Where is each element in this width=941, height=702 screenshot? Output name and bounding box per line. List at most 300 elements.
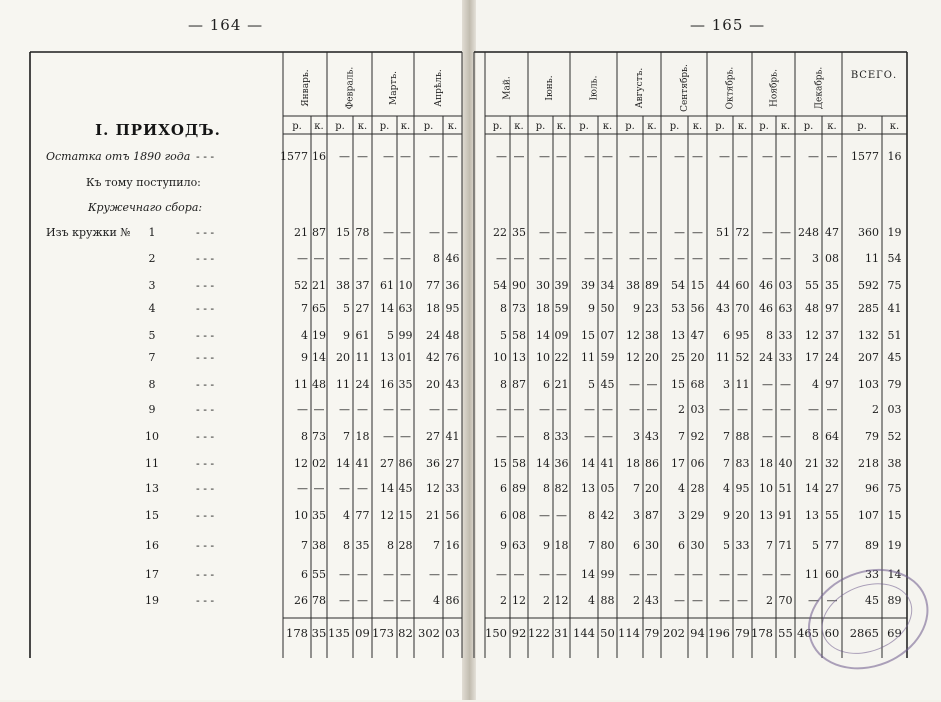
row-cell-rub: — xyxy=(674,252,685,265)
row-cell-rub: 2 xyxy=(678,403,685,416)
row-cell-rub: 9 xyxy=(301,351,308,364)
unit-kop: к. xyxy=(602,121,613,132)
row-cell-kop: 40 xyxy=(778,457,793,470)
remainder-cell-rub: — xyxy=(539,150,550,163)
total-cell-rub: 196 xyxy=(708,626,730,640)
box-number: 8 xyxy=(148,378,156,391)
row-cell-rub: 10 xyxy=(759,482,773,495)
row-cell-kop: — xyxy=(357,568,368,581)
row-cell-rub: 4 xyxy=(678,482,685,495)
row-cell-rub: 9 xyxy=(343,329,350,342)
remainder-cell-rub: — xyxy=(339,150,350,163)
row-cell-rub: — xyxy=(762,378,773,391)
row-dots: - - - xyxy=(196,539,215,552)
remainder-cell-kop: — xyxy=(513,150,525,163)
row-cell-kop: — xyxy=(313,403,325,416)
row-cell-kop: 14 xyxy=(312,351,326,364)
row-cell-kop: 43 xyxy=(645,594,659,607)
row-cell-rub: — xyxy=(719,252,730,265)
row-cell-rub: 6 xyxy=(500,482,507,495)
row-cell-kop: 35 xyxy=(312,509,326,522)
row-cell-rub: — xyxy=(808,594,819,607)
row-cell-rub: 8 xyxy=(543,482,550,495)
row-cell-kop: — xyxy=(780,226,791,239)
remainder-cell-rub: — xyxy=(584,150,595,163)
row-cell-kop: 20 xyxy=(735,509,750,522)
row-cell-rub: — xyxy=(539,226,550,239)
remainder-cell-kop: — xyxy=(357,150,368,163)
row-cell-kop: — xyxy=(400,226,411,239)
total-cell-kop: 35 xyxy=(311,626,327,640)
row-cell-kop: 33 xyxy=(778,351,793,364)
row-cell-rub: 61 xyxy=(380,279,394,292)
row-cell-rub: 12 xyxy=(426,482,440,495)
row-dots: - - - xyxy=(196,457,215,470)
row-cell-kop: 77 xyxy=(355,509,370,522)
row-cell-rub: 14 xyxy=(536,457,550,470)
row-cell-rub: 7 xyxy=(766,539,773,552)
row-cell-rub: 8 xyxy=(812,430,819,443)
row-cell-kop: 12 xyxy=(512,594,526,607)
row-cell-kop: 78 xyxy=(355,226,370,239)
row-cell-rub: 27 xyxy=(380,457,394,470)
row-cell-kop: 50 xyxy=(600,302,615,315)
arrived-label: Къ тому поступило: xyxy=(86,176,201,189)
row-cell-kop: 20 xyxy=(645,482,659,495)
row-cell-kop: 65 xyxy=(312,302,326,315)
row-cell-rub: 55 xyxy=(805,279,819,292)
row-cell-kop: 24 xyxy=(825,351,839,364)
row-cell-kop: — xyxy=(692,252,703,265)
month-header: Декабрь. xyxy=(814,66,825,110)
row-cell-kop: — xyxy=(556,403,567,416)
row-cell-kop: 12 xyxy=(554,594,569,607)
remainder-cell-rub: 1577 xyxy=(851,150,879,163)
row-cell-kop: 88 xyxy=(600,594,615,607)
unit-kop: к. xyxy=(737,121,748,132)
row-cell-rub: 7 xyxy=(433,539,440,552)
row-cell-rub: 8 xyxy=(500,302,507,315)
total-header: ВСЕГО. xyxy=(850,70,898,81)
row-cell-rub: — xyxy=(429,403,440,416)
row-cell-kop: — xyxy=(826,594,838,607)
remainder-cell-kop: — xyxy=(400,150,411,163)
row-cell-rub: 6 xyxy=(723,329,730,342)
row-cell-kop: — xyxy=(737,403,748,416)
row-cell-kop: 14 xyxy=(887,568,902,581)
row-cell-kop: 13 xyxy=(512,351,526,364)
row-cell-kop: 83 xyxy=(735,457,750,470)
row-cell-rub: — xyxy=(584,252,595,265)
row-cell-kop: 09 xyxy=(554,329,569,342)
row-cell-rub: — xyxy=(719,594,730,607)
row-cell-kop: 87 xyxy=(512,378,526,391)
row-cell-rub: — xyxy=(539,568,550,581)
total-cell-rub: 178 xyxy=(286,626,308,640)
row-cell-kop: 60 xyxy=(735,279,750,292)
page-number-right: — 165 — xyxy=(690,16,766,34)
row-cell-kop: — xyxy=(780,252,791,265)
row-cell-kop: 33 xyxy=(445,482,460,495)
remainder-cell-kop: — xyxy=(646,150,658,163)
row-cell-rub: 248 xyxy=(798,226,819,239)
row-cell-kop: 38 xyxy=(312,539,326,552)
row-cell-kop: 07 xyxy=(600,329,615,342)
row-cell-kop: 42 xyxy=(600,509,615,522)
row-cell-rub: 9 xyxy=(633,302,640,315)
unit-kop: к. xyxy=(827,121,837,132)
row-cell-rub: 11 xyxy=(336,378,350,391)
row-cell-kop: 36 xyxy=(554,457,569,470)
row-cell-rub: 39 xyxy=(581,279,595,292)
row-cell-rub: 26 xyxy=(294,594,308,607)
box-number: 5 xyxy=(148,329,156,342)
row-cell-rub: — xyxy=(719,403,730,416)
row-cell-rub: 8 xyxy=(588,509,595,522)
collection-label: Кружечнаго сбора: xyxy=(88,201,203,214)
row-cell-kop: 33 xyxy=(735,539,750,552)
row-cell-kop: 24 xyxy=(355,378,370,391)
row-cell-kop: 35 xyxy=(512,226,526,239)
page-number-left: — 164 — xyxy=(188,16,264,34)
row-cell-rub: 11 xyxy=(805,568,819,581)
row-cell-kop: 79 xyxy=(887,378,902,391)
row-cell-kop: 75 xyxy=(887,279,902,292)
row-cell-rub: — xyxy=(297,252,308,265)
row-cell-kop: 35 xyxy=(355,539,370,552)
row-cell-rub: 13 xyxy=(671,329,685,342)
remainder-cell-kop: — xyxy=(447,150,458,163)
row-cell-rub: 8 xyxy=(766,329,773,342)
row-cell-kop: 11 xyxy=(735,378,750,391)
row-cell-rub: 4 xyxy=(433,594,440,607)
row-cell-kop: 45 xyxy=(600,378,615,391)
row-cell-kop: 88 xyxy=(735,430,750,443)
row-cell-rub: 6 xyxy=(301,568,308,581)
row-cell-kop: — xyxy=(780,568,791,581)
row-cell-rub: 5 xyxy=(812,539,819,552)
row-cell-kop: 41 xyxy=(887,302,902,315)
row-cell-kop: 87 xyxy=(645,509,659,522)
row-cell-kop: 28 xyxy=(690,482,705,495)
row-cell-kop: 58 xyxy=(512,457,526,470)
row-cell-rub: — xyxy=(383,252,394,265)
row-cell-kop: 27 xyxy=(825,482,839,495)
total-cell-kop: 79 xyxy=(735,626,750,640)
row-cell-kop: 21 xyxy=(312,279,326,292)
unit-kop: к. xyxy=(780,121,791,132)
remainder-cell-rub: — xyxy=(383,150,394,163)
row-cell-kop: 03 xyxy=(778,279,793,292)
row-cell-rub: — xyxy=(297,482,308,495)
row-cell-kop: — xyxy=(447,226,458,239)
row-cell-rub: 13 xyxy=(380,351,394,364)
row-cell-kop: — xyxy=(826,403,838,416)
row-cell-rub: 33 xyxy=(865,568,879,581)
row-cell-kop: 95 xyxy=(735,329,750,342)
row-cell-rub: — xyxy=(762,252,773,265)
row-dots: - - - xyxy=(196,252,215,265)
box-number: 10 xyxy=(145,430,159,443)
row-cell-kop: — xyxy=(737,594,748,607)
row-cell-kop: 33 xyxy=(554,430,569,443)
row-cell-kop: — xyxy=(513,403,525,416)
remainder-cell-kop: — xyxy=(826,150,838,163)
row-cell-kop: 30 xyxy=(690,539,705,552)
row-cell-kop: 51 xyxy=(887,329,902,342)
row-cell-kop: 60 xyxy=(825,568,839,581)
total-cell-kop: 82 xyxy=(398,626,413,640)
row-cell-kop: 63 xyxy=(778,302,793,315)
row-cell-rub: — xyxy=(674,568,685,581)
box-number: 4 xyxy=(148,302,156,315)
row-cell-kop: — xyxy=(400,252,411,265)
row-cell-rub: — xyxy=(629,252,640,265)
month-header: Августъ. xyxy=(635,67,645,109)
row-dots: - - - xyxy=(196,302,215,315)
row-cell-rub: 18 xyxy=(759,457,773,470)
row-cell-rub: — xyxy=(584,403,595,416)
row-cell-rub: — xyxy=(762,226,773,239)
row-cell-kop: — xyxy=(692,226,703,239)
row-cell-rub: 7 xyxy=(301,302,308,315)
row-cell-kop: 75 xyxy=(887,482,902,495)
unit-kop: к. xyxy=(647,121,657,132)
box-number: 7 xyxy=(148,351,156,364)
row-cell-kop: 36 xyxy=(445,279,460,292)
row-cell-kop: 33 xyxy=(778,329,793,342)
row-cell-kop: 97 xyxy=(825,378,839,391)
row-cell-kop: 08 xyxy=(512,509,526,522)
row-cell-kop: 45 xyxy=(887,351,902,364)
total-cell-rub: 2865 xyxy=(849,626,879,640)
row-cell-kop: 34 xyxy=(600,279,615,292)
row-cell-rub: 11 xyxy=(294,378,308,391)
row-cell-rub: — xyxy=(584,226,595,239)
row-cell-rub: 7 xyxy=(723,430,730,443)
row-cell-rub: — xyxy=(297,403,308,416)
row-cell-kop: 37 xyxy=(355,279,370,292)
row-cell-rub: 7 xyxy=(633,482,640,495)
row-cell-rub: 3 xyxy=(633,430,640,443)
row-cell-kop: — xyxy=(556,252,567,265)
unit-rub: р. xyxy=(335,121,345,132)
month-header: Февраль. xyxy=(345,66,356,110)
row-cell-kop: 11 xyxy=(355,351,370,364)
row-cell-rub: 38 xyxy=(626,279,640,292)
month-header: Ноябрь. xyxy=(769,69,780,107)
unit-rub: р. xyxy=(379,121,390,132)
row-cell-kop: 82 xyxy=(554,482,569,495)
row-cell-kop: — xyxy=(400,594,411,607)
row-cell-kop: 51 xyxy=(778,482,793,495)
row-cell-rub: 42 xyxy=(426,351,440,364)
row-cell-kop: 43 xyxy=(645,430,659,443)
row-cell-rub: — xyxy=(629,226,640,239)
row-cell-rub: 21 xyxy=(426,509,440,522)
row-cell-rub: 16 xyxy=(380,378,394,391)
row-cell-rub: — xyxy=(762,430,773,443)
row-cell-kop: — xyxy=(513,430,525,443)
row-dots: - - - xyxy=(196,594,215,607)
row-cell-rub: 8 xyxy=(387,539,394,552)
row-cell-rub: 15 xyxy=(671,378,685,391)
row-cell-kop: 89 xyxy=(887,594,902,607)
row-cell-rub: — xyxy=(674,226,685,239)
row-cell-kop: 47 xyxy=(825,226,839,239)
row-cell-rub: — xyxy=(808,403,819,416)
unit-kop: к. xyxy=(400,121,411,132)
row-cell-rub: — xyxy=(496,430,507,443)
row-cell-kop: 72 xyxy=(735,226,750,239)
row-cell-rub: 8 xyxy=(433,252,440,265)
remainder-cell-rub: — xyxy=(808,150,819,163)
row-dots: - - - xyxy=(196,403,215,416)
row-cell-kop: 86 xyxy=(645,457,659,470)
row-cell-rub: 51 xyxy=(716,226,730,239)
row-cell-kop: 38 xyxy=(645,329,659,342)
unit-rub: р. xyxy=(423,121,434,132)
row-cell-rub: 8 xyxy=(543,430,550,443)
row-cell-rub: 10 xyxy=(536,351,550,364)
row-cell-rub: — xyxy=(496,252,507,265)
row-cell-rub: 12 xyxy=(380,509,394,522)
row-cell-rub: 21 xyxy=(294,226,308,239)
row-cell-rub: 103 xyxy=(858,378,879,391)
row-cell-rub: 24 xyxy=(426,329,440,342)
row-cell-kop: 48 xyxy=(312,378,326,391)
total-cell-rub: 173 xyxy=(372,626,394,640)
row-cell-rub: — xyxy=(383,594,394,607)
row-cell-kop: 70 xyxy=(735,302,750,315)
row-cell-kop: 19 xyxy=(887,539,902,552)
row-cell-kop: 86 xyxy=(445,594,460,607)
row-cell-kop: — xyxy=(780,378,791,391)
month-header: Іюнь. xyxy=(545,75,555,101)
row-cell-rub: 22 xyxy=(493,226,507,239)
row-cell-rub: 25 xyxy=(671,351,685,364)
unit-rub: р. xyxy=(492,121,503,132)
row-cell-kop: 73 xyxy=(312,430,326,443)
row-dots: - - - xyxy=(196,482,215,495)
row-cell-rub: — xyxy=(629,378,640,391)
row-cell-rub: 79 xyxy=(865,430,879,443)
row-cell-kop: — xyxy=(646,226,658,239)
row-cell-kop: — xyxy=(400,403,411,416)
total-cell-rub: 465 xyxy=(797,626,819,640)
row-cell-kop: 18 xyxy=(554,539,569,552)
unit-kop: к. xyxy=(556,121,567,132)
row-cell-kop: 39 xyxy=(554,279,569,292)
row-cell-kop: 70 xyxy=(778,594,793,607)
row-cell-rub: 8 xyxy=(301,430,308,443)
row-cell-rub: 4 xyxy=(588,594,595,607)
row-cell-kop: — xyxy=(400,430,411,443)
row-cell-rub: 11 xyxy=(865,252,879,265)
total-cell-rub: 178 xyxy=(751,626,773,640)
row-cell-kop: 35 xyxy=(825,279,839,292)
row-cell-rub: 46 xyxy=(759,279,773,292)
row-cell-rub: 6 xyxy=(678,539,685,552)
row-cell-rub: 3 xyxy=(678,509,685,522)
total-cell-kop: 09 xyxy=(355,626,370,640)
row-cell-rub: 17 xyxy=(671,457,685,470)
row-cell-rub: 6 xyxy=(633,539,640,552)
row-cell-kop: 52 xyxy=(735,351,750,364)
row-cell-rub: 7 xyxy=(301,539,308,552)
row-cell-kop: 43 xyxy=(445,378,460,391)
row-cell-kop: — xyxy=(780,430,791,443)
row-cell-rub: 207 xyxy=(858,351,879,364)
row-cell-rub: 43 xyxy=(716,302,730,315)
remainder-cell-kop: 16 xyxy=(312,150,326,163)
row-dots: - - - xyxy=(196,351,215,364)
row-cell-rub: 53 xyxy=(671,302,685,315)
row-cell-kop: — xyxy=(447,403,458,416)
row-cell-kop: 78 xyxy=(312,594,326,607)
row-cell-kop: 68 xyxy=(690,378,705,391)
row-cell-rub: 6 xyxy=(543,378,550,391)
row-cell-kop: 87 xyxy=(312,226,326,239)
row-cell-kop: 41 xyxy=(445,430,460,443)
row-cell-rub: 7 xyxy=(588,539,595,552)
row-cell-kop: — xyxy=(602,226,613,239)
box-number: 13 xyxy=(145,482,159,495)
month-header: Іюль. xyxy=(589,75,600,101)
row-cell-kop: — xyxy=(737,568,748,581)
row-cell-kop: 64 xyxy=(825,430,839,443)
row-cell-kop: 77 xyxy=(825,539,839,552)
row-cell-kop: 89 xyxy=(645,279,659,292)
row-cell-kop: — xyxy=(400,568,411,581)
row-cell-kop: 29 xyxy=(690,509,705,522)
row-cell-rub: 12 xyxy=(805,329,819,342)
total-cell-rub: 150 xyxy=(485,626,507,640)
row-cell-rub: 10 xyxy=(294,509,308,522)
row-cell-rub: 54 xyxy=(493,279,507,292)
remainder-cell-rub: 1577 xyxy=(280,150,308,163)
row-cell-rub: 4 xyxy=(343,509,350,522)
row-cell-rub: 15 xyxy=(493,457,507,470)
unit-rub: р. xyxy=(292,121,302,132)
row-cell-rub: 12 xyxy=(294,457,308,470)
total-cell-rub: 302 xyxy=(418,626,440,640)
row-cell-kop: 19 xyxy=(312,329,326,342)
remainder-cell-rub: — xyxy=(629,150,640,163)
row-cell-rub: 45 xyxy=(865,594,879,607)
row-cell-rub: 7 xyxy=(678,430,685,443)
row-cell-rub: 12 xyxy=(626,351,640,364)
row-cell-kop: 55 xyxy=(825,509,839,522)
remainder-cell-kop: — xyxy=(737,150,748,163)
row-cell-rub: 3 xyxy=(812,252,819,265)
row-cell-kop: 56 xyxy=(445,509,460,522)
unit-rub: р. xyxy=(759,121,769,132)
total-cell-rub: 122 xyxy=(528,626,550,640)
unit-rub: р. xyxy=(857,121,867,132)
row-cell-kop: 16 xyxy=(445,539,460,552)
row-cell-kop: 06 xyxy=(690,457,705,470)
row-cell-rub: 21 xyxy=(805,457,819,470)
row-cell-rub: 38 xyxy=(336,279,350,292)
row-cell-kop: 20 xyxy=(690,351,705,364)
row-dots: - - - xyxy=(196,430,215,443)
row-cell-rub: — xyxy=(339,594,350,607)
row-cell-rub: 9 xyxy=(588,302,595,315)
total-cell-rub: 202 xyxy=(663,626,685,640)
box-label: Изъ кружки № xyxy=(46,226,131,239)
row-cell-kop: 08 xyxy=(825,252,839,265)
